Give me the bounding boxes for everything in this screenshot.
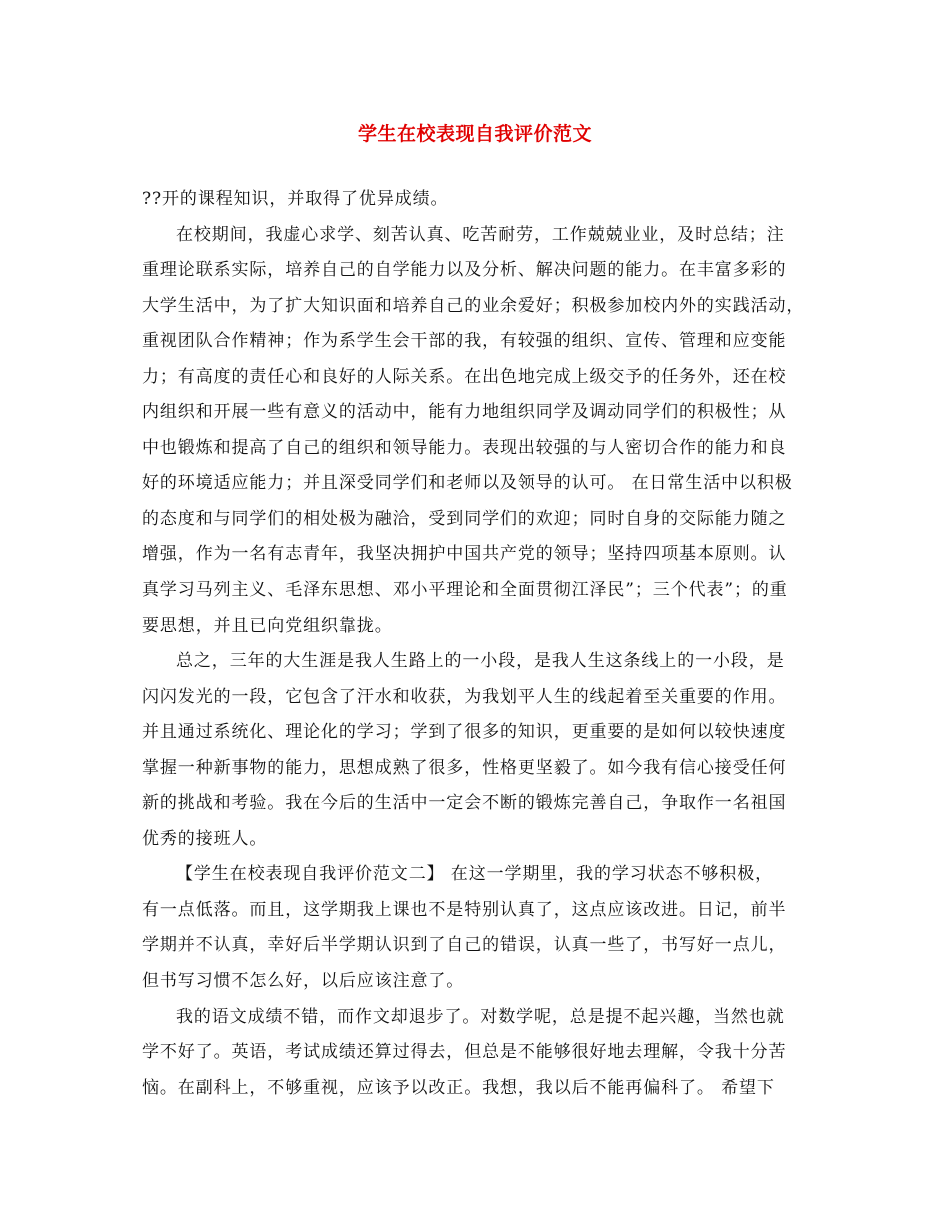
text-line: 优秀的接班人。 xyxy=(142,828,268,849)
text-line: 真学习马列主义、毛泽东思想、邓小平理论和全面贯彻江泽民”；三个代表”；的重 xyxy=(142,580,788,601)
text-line: 【学生在校表现自我评价范文二】 在这一学期里，我的学习状态不够积极， xyxy=(176,864,774,885)
text-line: 学不好了。英语，考试成绩还算过得去，但总是不能够很好地去理解，令我十分苦 xyxy=(142,1042,787,1063)
text-line: 总之，三年的大生涯是我人生路上的一小段，是我人生这条线上的一小段，是 xyxy=(176,651,785,672)
text-line: ??开的课程知识，并取得了优异成绩。 xyxy=(142,189,449,209)
text-line: 好的环境适应能力；并且深受同学们和老师以及领导的认可。 在日常生活中以积极 xyxy=(142,473,793,494)
text-line: 内组织和开展一些有意义的活动中，能有力地组织同学及调动同学们的积极性；从 xyxy=(142,402,787,423)
text-line: 但书写习惯不怎么好，以后应该注意了。 xyxy=(142,971,465,992)
text-line: 要思想，并且已向党组织靠拢。 xyxy=(142,615,393,636)
text-line: 学期并不认真，幸好后半学期认识到了自己的错误，认真一些了，书写好一点儿， xyxy=(142,935,787,956)
text-line: 重理论联系实际，培养自己的自学能力以及分析、解决问题的能力。在丰富多彩的 xyxy=(142,260,787,281)
text-line: 我的语文成绩不错，而作文却退步了。对数学呢，总是提不起兴趣，当然也就 xyxy=(176,1006,785,1027)
text-line: 有一点低落。而且，这学期我上课也不是特别认真了，这点应该改进。日记，前半 xyxy=(142,899,787,920)
text-line: 在校期间，我虚心求学、刻苦认真、吃苦耐劳，工作兢兢业业，及时总结；注 xyxy=(176,224,785,245)
text-line: 重视团队合作精神；作为系学生会干部的我，有较强的组织、宣传、管理和应变能 xyxy=(142,331,787,352)
document-title: 学生在校表现自我评价范文 xyxy=(357,123,592,145)
text-line: 闪闪发光的一段，它包含了汗水和收获，为我划平人生的线起着至关重要的作用。 xyxy=(142,686,787,707)
text-line: 并且通过系统化、理论化的学习；学到了很多的知识，更重要的是如何以较快速度 xyxy=(142,722,787,743)
document-body xyxy=(142,182,822,1106)
text-line: 力；有高度的责任心和良好的人际关系。在出色地完成上级交予的任务外，还在校 xyxy=(142,366,787,387)
text-line: 增强，作为一名有志青年，我坚决拥护中国共产党的领导；坚持四项基本原则。认 xyxy=(142,544,787,565)
text-line: 大学生活中，为了扩大知识面和培养自己的业余爱好；积极参加校内外的实践活动， xyxy=(142,295,805,316)
text-line: 中也锻炼和提高了自己的组织和领导能力。表现出较强的与人密切合作的能力和良 xyxy=(142,437,787,458)
text-line: 新的挑战和考验。我在今后的生活中一定会不断的锻炼完善自己，争取作一名祖国 xyxy=(142,793,787,814)
text-line: 恼。在副科上，不够重视，应该予以改正。我想，我以后不能再偏科了。 希望下 xyxy=(142,1077,775,1098)
text-line: 的态度和与同学们的相处极为融洽，受到同学们的欢迎；同时自身的交际能力随之 xyxy=(142,508,787,529)
text-line: 掌握一种新事物的能力，思想成熟了很多，性格更坚毅了。如今我有信心接受任何 xyxy=(142,757,787,778)
